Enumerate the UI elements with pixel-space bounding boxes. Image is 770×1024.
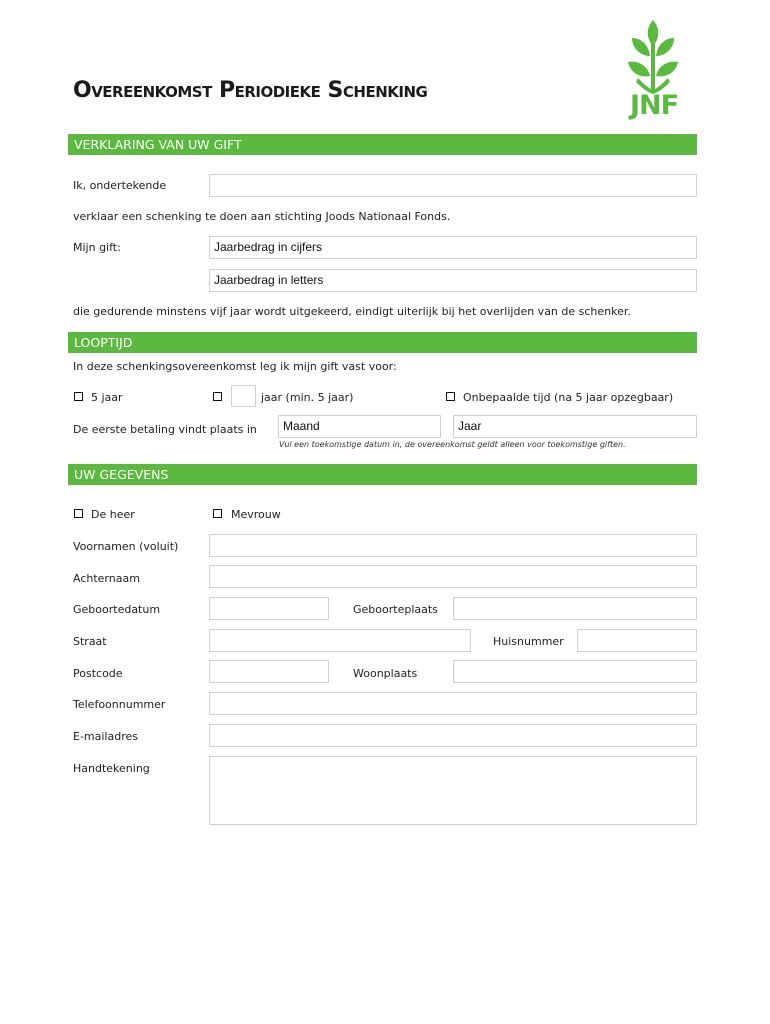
month-input[interactable]: Maand xyxy=(278,415,441,438)
amount-numbers-input[interactable]: Jaarbedrag in cijfers xyxy=(209,236,697,259)
city-input[interactable] xyxy=(453,660,697,683)
postcode-input[interactable] xyxy=(209,660,329,683)
house-number-label: Huisnummer xyxy=(493,635,564,648)
phone-label: Telefoonnummer xyxy=(73,698,166,711)
house-number-input[interactable] xyxy=(577,629,697,652)
signature-label: Handtekening xyxy=(73,762,150,775)
signature-box[interactable] xyxy=(209,756,697,825)
birth-date-input[interactable] xyxy=(209,597,329,620)
phone-input[interactable] xyxy=(209,692,697,715)
jnf-logo xyxy=(624,18,682,128)
option-custom-checkbox[interactable] xyxy=(213,392,222,401)
year-input[interactable]: Jaar xyxy=(453,415,697,438)
first-payment-label: De eerste betaling vindt plaats in xyxy=(73,423,257,436)
birth-place-input[interactable] xyxy=(453,597,697,620)
mr-label: De heer xyxy=(91,508,135,521)
street-input[interactable] xyxy=(209,629,471,652)
option-indefinite-label: Onbepaalde tijd (na 5 jaar opzegbaar) xyxy=(463,391,674,404)
option-custom-label: jaar (min. 5 jaar) xyxy=(261,391,354,404)
birth-place-label: Geboorteplaats xyxy=(353,603,438,616)
city-label: Woonplaats xyxy=(353,667,418,680)
last-name-input[interactable] xyxy=(209,565,697,588)
first-names-input[interactable] xyxy=(209,534,697,557)
undersigned-label: Ik, ondertekende xyxy=(73,179,167,192)
undersigned-input[interactable] xyxy=(209,174,697,197)
custom-years-input[interactable] xyxy=(231,385,256,407)
email-label: E-mailadres xyxy=(73,730,138,743)
street-label: Straat xyxy=(73,635,107,648)
option-indefinite-checkbox[interactable] xyxy=(446,392,455,401)
duration-intro: In deze schenkingsovereenkomst leg ik mijn gift vast voor: xyxy=(73,360,397,373)
postcode-label: Postcode xyxy=(73,667,123,680)
declaration-text: verklaar een schenking te doen aan stichting Joods Nationaal Fonds. xyxy=(73,210,451,223)
gift-label: Mijn gift: xyxy=(73,241,121,254)
first-names-label: Voornamen (voluit) xyxy=(73,540,179,553)
duration-text: die gedurende minstens vijf jaar wordt uitgekeerd, eindigt uiterlijk bij het overlijden van de schenker. xyxy=(73,305,631,318)
email-input[interactable] xyxy=(209,724,697,747)
option-5-years-label: 5 jaar xyxy=(91,391,123,404)
logo-text: JNF xyxy=(629,90,679,121)
mrs-label: Mevrouw xyxy=(231,508,281,521)
last-name-label: Achternaam xyxy=(73,572,140,585)
section-heading-details: UW GEGEVENS xyxy=(68,464,697,485)
section-heading-duration: LOOPTIJD xyxy=(68,332,697,353)
birth-date-label: Geboortedatum xyxy=(73,603,161,616)
option-5-years-checkbox[interactable] xyxy=(74,392,83,401)
mrs-checkbox[interactable] xyxy=(213,509,222,518)
section-heading-gift: VERKLARING VAN UW GIFT xyxy=(68,134,697,155)
mr-checkbox[interactable] xyxy=(74,509,83,518)
future-date-note: Vul een toekomstige datum in, de overeenkomst geldt alleen voor toekomstige giften. xyxy=(279,440,626,449)
page-title: Overeenkomst Periodieke Schenking xyxy=(73,78,428,103)
amount-letters-input[interactable]: Jaarbedrag in letters xyxy=(209,269,697,292)
